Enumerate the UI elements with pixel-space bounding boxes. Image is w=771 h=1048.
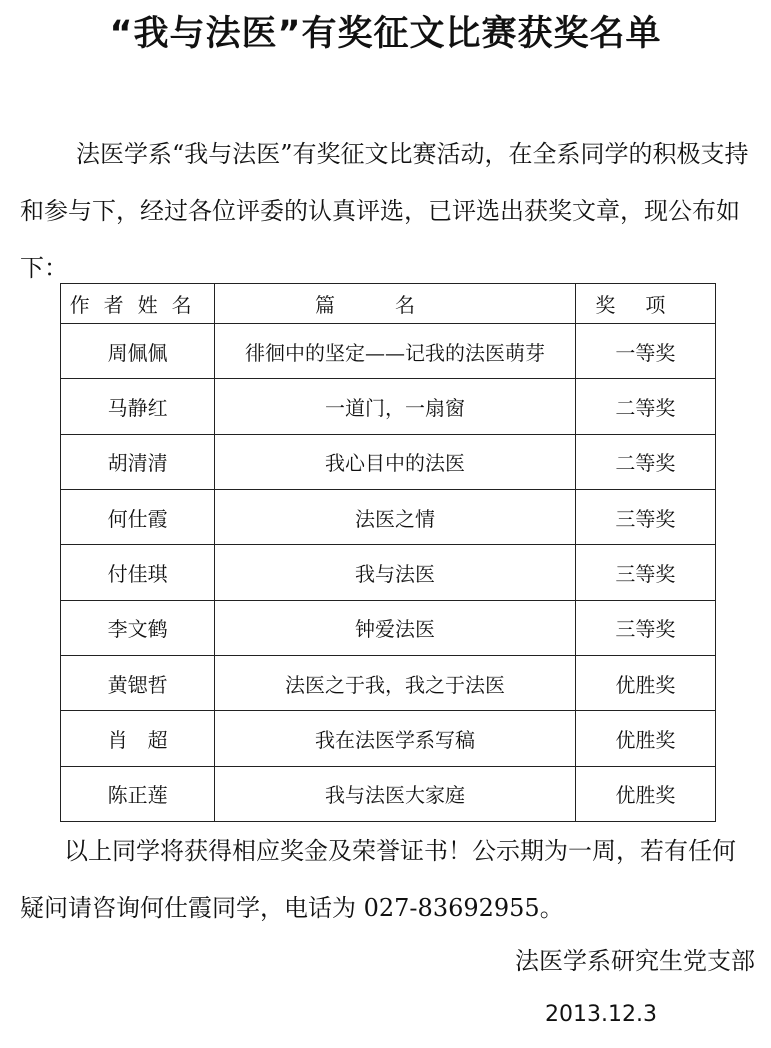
article-title-cell: 法医之于我，我之于法医 [215, 655, 576, 710]
signature: 法医学系研究生党支部 [515, 947, 755, 975]
awards-table [60, 283, 716, 822]
award-cell: 优胜奖 [575, 766, 715, 821]
article-title-cell: 一道门，一扇窗 [215, 379, 576, 434]
table-row [61, 489, 716, 544]
award-cell: 一等奖 [575, 324, 715, 379]
award-cell: 二等奖 [575, 434, 715, 489]
award-cell: 三等奖 [575, 489, 715, 544]
article-title-cell: 我在法医学系写稿 [215, 711, 576, 766]
award-cell: 三等奖 [575, 600, 715, 655]
article-title-cell: 法医之情 [215, 489, 576, 544]
award-cell: 三等奖 [575, 545, 715, 600]
table-header-row [61, 284, 716, 324]
table-row [61, 600, 716, 655]
award-cell: 优胜奖 [575, 711, 715, 766]
author-cell: 肖 超 [61, 711, 215, 766]
table-row [61, 545, 716, 600]
award-cell: 二等奖 [575, 379, 715, 434]
author-cell: 周佩佩 [61, 324, 215, 379]
intro-paragraph: 法医学系“我与法医”有奖征文比赛活动，在全系同学的积极支持和参与下，经过各位评委的认真评选，已评选出获奖文章，现公布如下： [20, 140, 749, 282]
header-title: 篇名 [215, 284, 576, 324]
header-award: 奖项 [575, 284, 715, 324]
article-title-cell: 我与法医大家庭 [215, 766, 576, 821]
table-row [61, 766, 716, 821]
author-cell: 李文鹤 [61, 600, 215, 655]
header-author: 作者姓名 [61, 284, 215, 324]
article-title-cell: 徘徊中的坚定——记我的法医萌芽 [215, 324, 576, 379]
table-row [61, 655, 716, 710]
article-title-cell: 我心目中的法医 [215, 434, 576, 489]
author-cell: 何仕霞 [61, 489, 215, 544]
author-cell: 黄锶哲 [61, 655, 215, 710]
award-cell: 优胜奖 [575, 655, 715, 710]
article-title-cell: 我与法医 [215, 545, 576, 600]
article-title-cell: 钟爱法医 [215, 600, 576, 655]
page-title: “我与法医”有奖征文比赛获奖名单 [109, 14, 662, 54]
date: 2013.12.3 [545, 1002, 657, 1027]
table-row [61, 379, 716, 434]
author-cell: 胡清清 [61, 434, 215, 489]
table-row [61, 434, 716, 489]
table-row [61, 324, 716, 379]
table-row [61, 711, 716, 766]
author-cell: 付佳琪 [61, 545, 215, 600]
author-cell: 马静红 [61, 379, 215, 434]
closing-paragraph: 以上同学将获得相应奖金及荣誉证书！公示期为一周，若有任何疑问请咨询何仕霞同学，电话为 027-83692955。 [20, 837, 736, 922]
author-cell: 陈正莲 [61, 766, 215, 821]
